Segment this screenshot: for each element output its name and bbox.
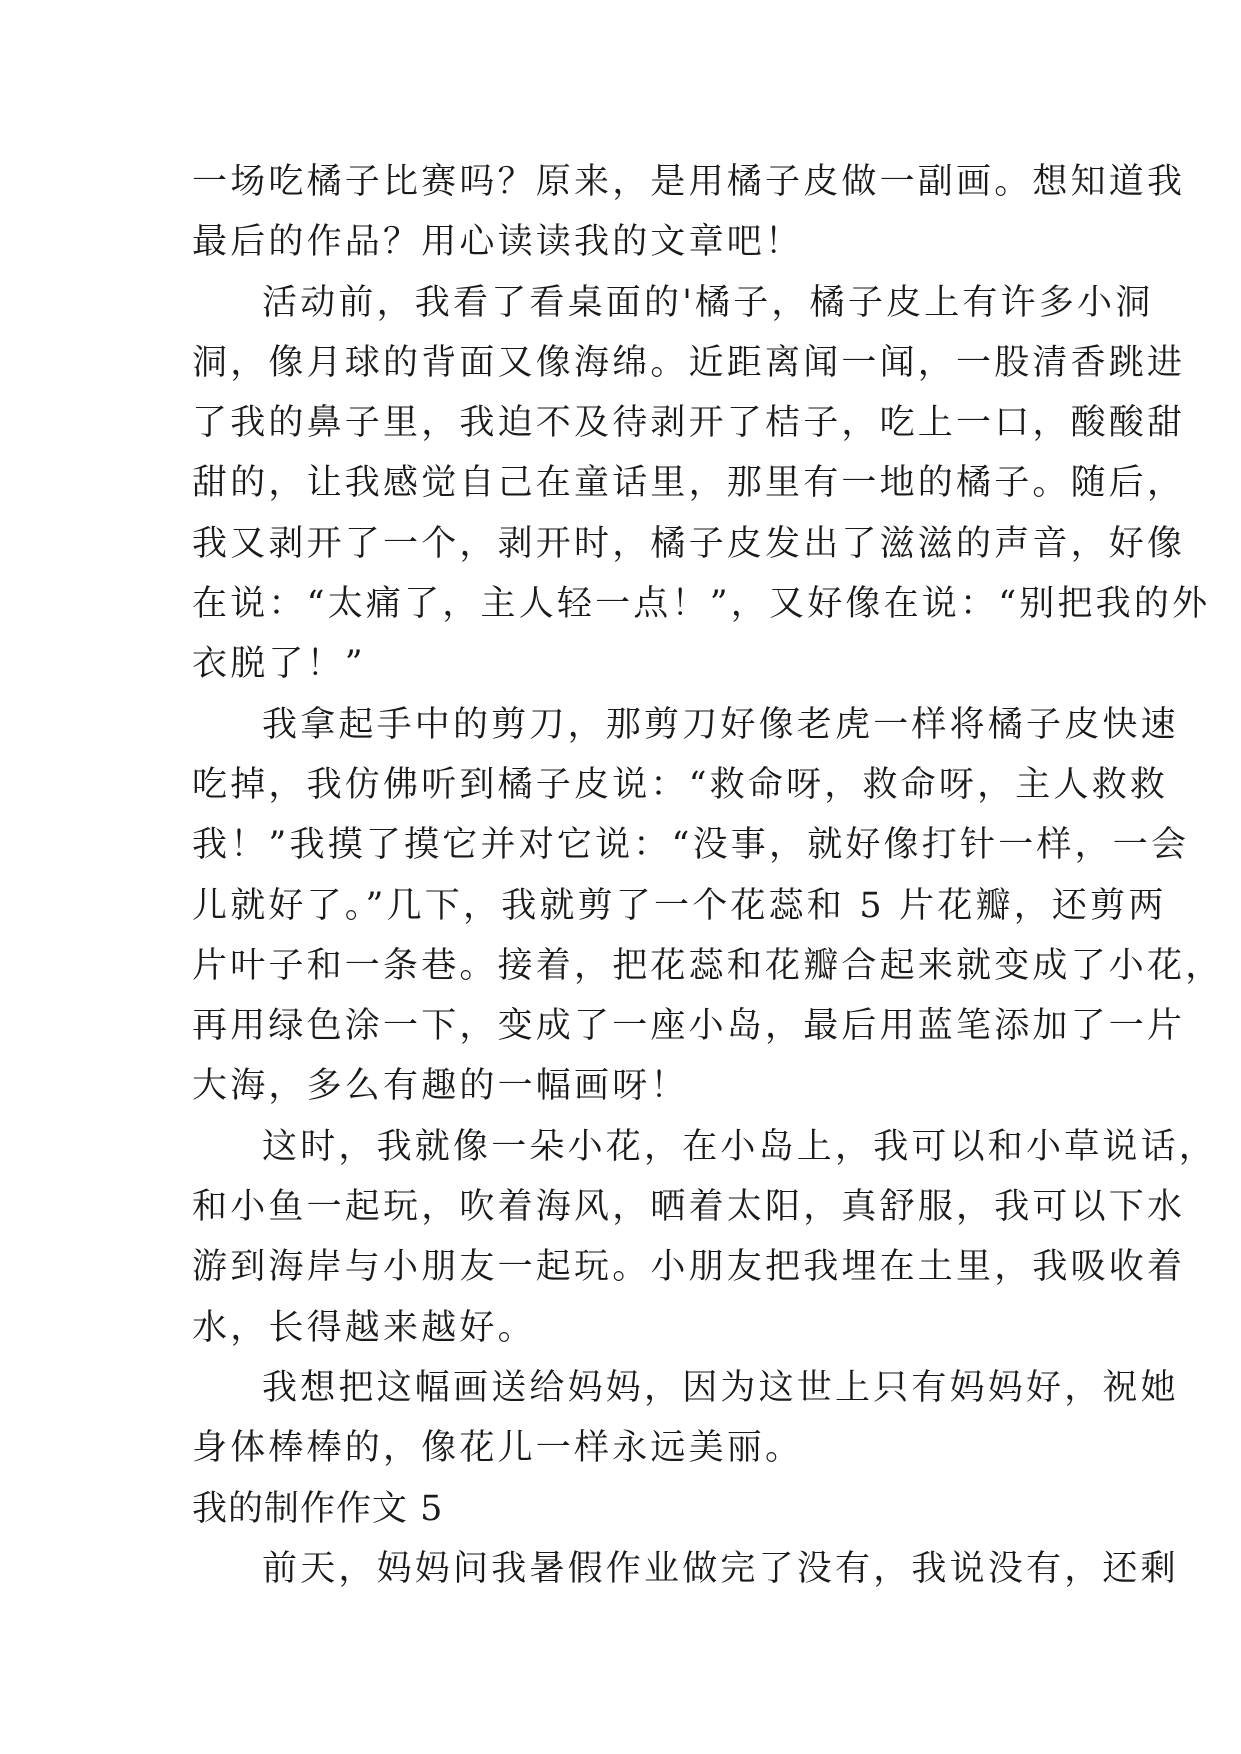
text-line-19: 游到海岸与小朋友一起玩。小朋友把我埋在土里，我吸收着 <box>192 1247 1186 1288</box>
text-line-5: 了我的鼻子里，我迫不及待剥开了桔子，吃上一口，酸酸甜 <box>192 403 1186 444</box>
text-line-18: 和小鱼一起玩，吹着海风，晒着太阳，真舒服，我可以下水 <box>192 1187 1186 1228</box>
text-line-8: 在说：“太痛了，主人轻一点！”，又好像在说：“别把我的外 <box>192 584 1211 625</box>
text-line-2: 最后的作品？用心读读我的文章吧！ <box>192 222 804 263</box>
text-line-12: 我！”我摸了摸它并对它说：“没事，就好像打针一样，一会 <box>192 825 1190 866</box>
paragraph-start-line-24: 前天，妈妈问我暑假作业做完了没有，我说没有，还剩 <box>262 1548 1179 1589</box>
text-line-15: 再用绿色涂一下，变成了一座小岛，最后用蓝笔添加了一片 <box>192 1006 1186 1047</box>
paragraph-start-line-21: 我想把这幅画送给妈妈，因为这世上只有妈妈好，祝她 <box>262 1367 1179 1408</box>
text-line-6: 甜的，让我感觉自己在童话里，那里有一地的橘子。随后， <box>192 463 1186 504</box>
section-heading: 我的制作作文 5 <box>192 1488 444 1529</box>
text-line-11: 吃掉，我仿佛听到橘子皮说：“救命呀，救命呀，主人救救 <box>192 764 1169 805</box>
paragraph-start-line-17: 这时，我就像一朵小花，在小岛上，我可以和小草说话， <box>262 1126 1218 1167</box>
text-line-4: 洞，像月球的背面又像海绵。近距离闻一闻，一股清香跳进 <box>192 342 1186 383</box>
paragraph-start-line-3: 活动前，我看了看桌面的'橘子，橘子皮上有许多小洞 <box>262 282 1154 323</box>
text-line-16: 大海，多么有趣的一幅画呀！ <box>192 1066 689 1107</box>
text-line-14: 片叶子和一条巷。接着，把花蕊和花瓣合起来就变成了小花， <box>192 945 1224 986</box>
text-line-22: 身体棒棒的，像花儿一样永远美丽。 <box>192 1428 804 1469</box>
text-line-1: 一场吃橘子比赛吗？原来，是用橘子皮做一副画。想知道我 <box>192 162 1186 202</box>
text-line-13: 儿就好了。”几下，我就剪了一个花蕊和 5 片花瓣，还剪两 <box>192 885 1167 926</box>
paragraph-start-line-10: 我拿起手中的剪刀，那剪刀好像老虎一样将橘子皮快速 <box>262 704 1179 745</box>
document-body <box>192 152 1224 1599</box>
text-line-7: 我又剥开了一个，剥开时，橘子皮发出了滋滋的声音，好像 <box>192 523 1186 564</box>
text-line-9: 衣脱了！” <box>192 644 366 685</box>
text-line-20: 水，长得越来越好。 <box>192 1307 536 1348</box>
